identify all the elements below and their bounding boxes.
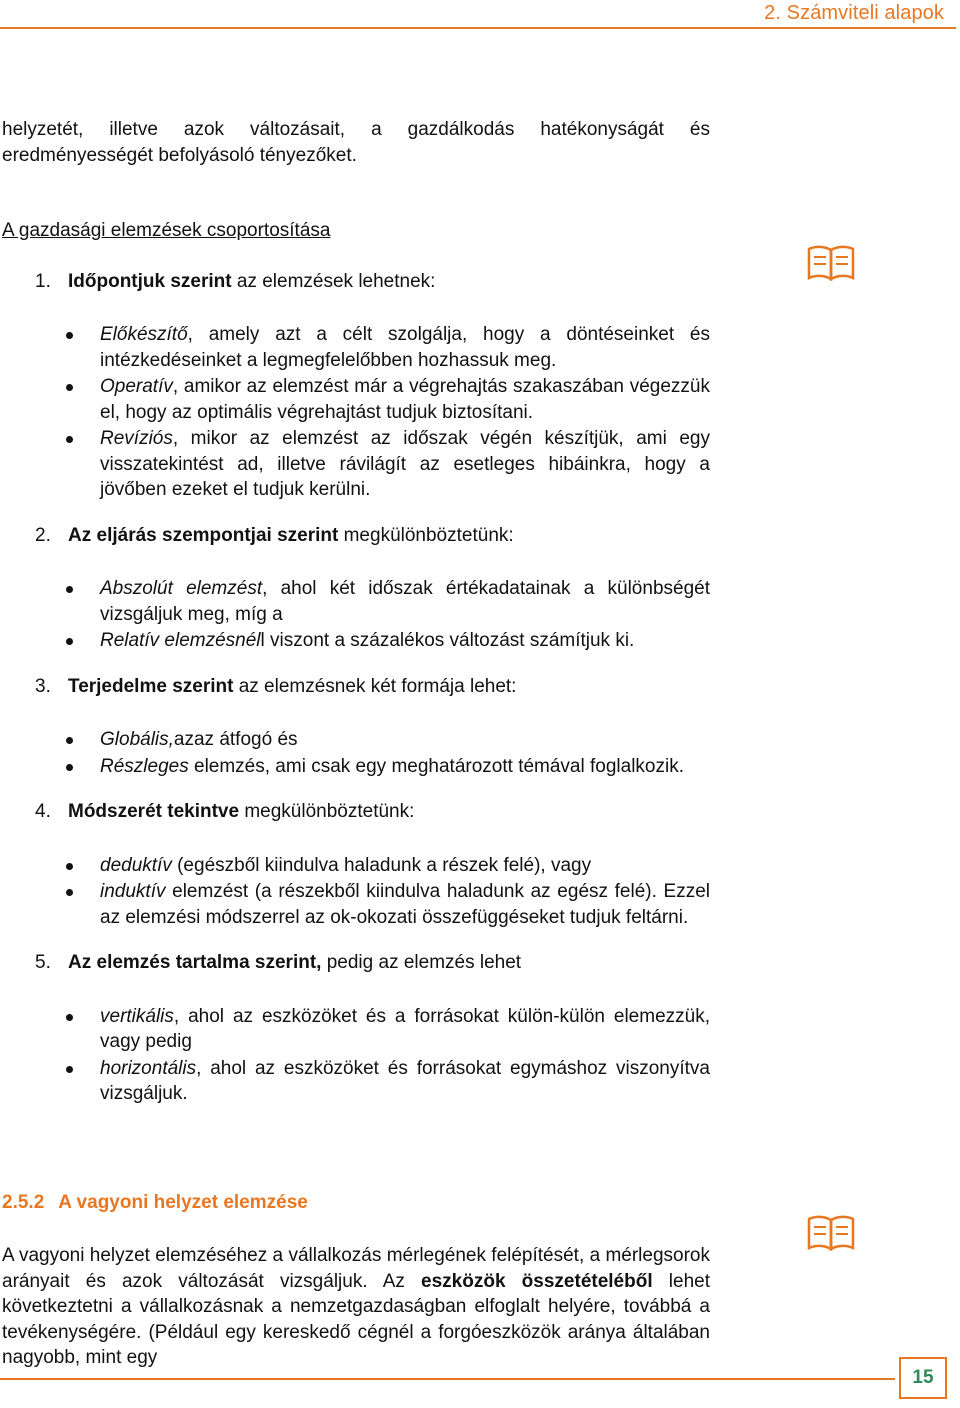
list-item-text: azaz átfogó és xyxy=(173,729,298,750)
group-heading-rest: megkülönböztetünk: xyxy=(338,524,514,546)
bullet-icon xyxy=(66,638,73,645)
group-heading xyxy=(2,523,710,549)
list-item xyxy=(2,1004,710,1055)
list-item xyxy=(2,322,710,373)
group-heading-rest: pedig az elemzés lehet xyxy=(321,952,522,973)
list-item-term: induktív xyxy=(100,881,166,902)
list-item-term: Relatív elemzésnél xyxy=(100,630,261,651)
list-item-text: , amely azt a célt szolgálja, hogy a döntéseinket és intézkedéseinket a legmegfelelőbben hozhassuk meg. xyxy=(100,324,710,371)
bullet-icon xyxy=(66,436,73,443)
section-text-b: lehet következtetni a vállalkozásnak a nemzetgazdaságban elfoglalt helyére, továbbá a tevékenységére. (Például egy kereskedő cégnél a forgóeszközök aránya általában nagyobb, mint egy xyxy=(2,1270,710,1368)
list-item-term: deduktív xyxy=(100,854,172,876)
list-item-text: elemzés, ami csak egy meghatározott témával foglalkozik. xyxy=(188,755,684,777)
classification-group xyxy=(2,799,710,930)
classification-group xyxy=(2,950,710,1107)
group-heading xyxy=(2,799,710,825)
classification-group xyxy=(2,523,710,654)
running-header-title: 2. Számviteli alapok xyxy=(764,2,944,24)
group-heading-rest: az elemzések lehetnek: xyxy=(231,270,436,292)
list-item-term: vertikális xyxy=(100,1005,174,1027)
group-heading xyxy=(2,674,710,700)
list-item xyxy=(2,576,710,627)
group-number: 4. xyxy=(35,801,51,822)
list-item-term: horizontális xyxy=(100,1057,197,1079)
list-item-text: , ahol az eszközöket és a forrásokat külön-külön elemezzük, vagy pedig xyxy=(100,1005,710,1052)
group-heading-bold: Módszerét tekintve xyxy=(68,801,240,822)
bullet-list xyxy=(2,576,710,654)
section-text-a: A vagyoni helyzet elemzéséhez a vállalkozás mérlegének felépítését, a mérlegsorok arányait és azok változását vizsgáljuk. Az xyxy=(2,1245,710,1292)
list-item-term: Globális, xyxy=(100,729,174,750)
group-heading-text xyxy=(68,799,414,825)
list-item-text: , amikor az elemzést már a végrehajtás szakaszában végezzük el, hogy az optimális végrehajtást tudjuk biztosítani. xyxy=(100,376,710,423)
list-item-text: (egészből kiindulva haladunk a részek felé), vagy xyxy=(171,854,592,876)
list-item xyxy=(2,853,710,879)
open-book-icon xyxy=(806,1214,856,1254)
list-item-term: Előkészítő xyxy=(100,324,188,345)
bullet-list xyxy=(2,853,710,931)
group-heading-text xyxy=(68,269,435,295)
bullet-icon xyxy=(66,384,73,391)
header-rule xyxy=(0,27,956,29)
bullet-list xyxy=(2,322,710,503)
bullet-icon xyxy=(66,332,73,339)
list-item-term: Abszolút elemzést xyxy=(100,578,263,599)
list-item-text: , ahol két időszak értékadatainak a különbségét vizsgáljuk meg, míg a xyxy=(100,578,710,625)
page-content xyxy=(2,117,710,1127)
subheading: A gazdasági elemzések csoportosítása xyxy=(2,220,331,241)
group-heading-bold: Az elemzés tartalma szerint, xyxy=(68,952,322,973)
group-heading-bold: Az eljárás szempontjai szerint xyxy=(68,524,339,546)
list-item xyxy=(2,374,710,425)
bullet-icon xyxy=(66,586,73,593)
list-item xyxy=(2,628,710,654)
group-heading-bold: Időpontjuk szerint xyxy=(68,270,232,292)
bullet-icon xyxy=(66,1066,73,1073)
list-item xyxy=(2,426,710,503)
list-item-text: , ahol az eszközöket és forrásokat egymáshoz viszonyítva vizsgáljuk. xyxy=(100,1057,710,1104)
group-heading-text xyxy=(68,674,516,700)
bullet-icon xyxy=(66,1014,73,1021)
section-number: 2.5.2 xyxy=(2,1192,45,1213)
classification-group xyxy=(2,269,710,503)
bullet-icon xyxy=(66,737,73,744)
section-heading xyxy=(2,1192,308,1214)
list-item xyxy=(2,879,710,930)
list-item-text: elemzést (a részekből kiindulva haladunk az egész felé). Ezzel az elemzési módszerrel az ok-okozati összefüggéseket tudjuk feltárni. xyxy=(100,881,710,928)
group-heading xyxy=(2,269,710,295)
open-book-icon xyxy=(806,244,856,284)
footer-rule xyxy=(0,1378,895,1380)
group-heading-text xyxy=(68,950,521,976)
group-number: 5. xyxy=(35,952,51,973)
section-title: A vagyoni helyzet elemzése xyxy=(58,1192,308,1213)
group-heading-text xyxy=(68,523,514,549)
list-item xyxy=(2,727,710,753)
section-text-bold: eszközök összetételéből xyxy=(421,1270,653,1292)
bullet-list xyxy=(2,1004,710,1107)
bullet-icon xyxy=(66,764,73,771)
classification-group xyxy=(2,674,710,780)
bullet-icon xyxy=(66,889,73,896)
group-heading-rest: megkülönböztetünk: xyxy=(239,801,415,822)
group-heading xyxy=(2,950,710,976)
bullet-icon xyxy=(66,863,73,870)
group-heading-bold: Terjedelme szerint xyxy=(68,675,234,697)
bullet-list xyxy=(2,727,710,779)
list-item-text: , mikor az elemzést az időszak végén készítjük, ami egy visszatekintést ad, illetve rávilágít az esetleges hibáinkra, hogy a jövőben ezeket el tudjuk kerülni. xyxy=(100,428,710,500)
intro-paragraph: helyzetét, illetve azok változásait, a gazdálkodás hatékonyságát és eredményességét befolyásoló tényezőket. xyxy=(2,119,710,166)
list-item-text: l viszont a százalékos változást számítjuk ki. xyxy=(260,630,635,651)
list-item-term: Revíziós xyxy=(100,428,173,449)
list-item xyxy=(2,754,710,780)
list-item-term: Operatív xyxy=(100,376,173,397)
page-number: 15 xyxy=(899,1357,947,1399)
list-item-term: Részleges xyxy=(100,755,189,777)
group-number: 2. xyxy=(35,524,51,546)
classification-list xyxy=(2,269,710,1107)
list-item xyxy=(2,1056,710,1107)
group-heading-rest: az elemzésnek két formája lehet: xyxy=(233,675,517,697)
group-number: 1. xyxy=(35,270,51,292)
section-paragraph xyxy=(2,1243,710,1371)
group-number: 3. xyxy=(35,675,51,697)
